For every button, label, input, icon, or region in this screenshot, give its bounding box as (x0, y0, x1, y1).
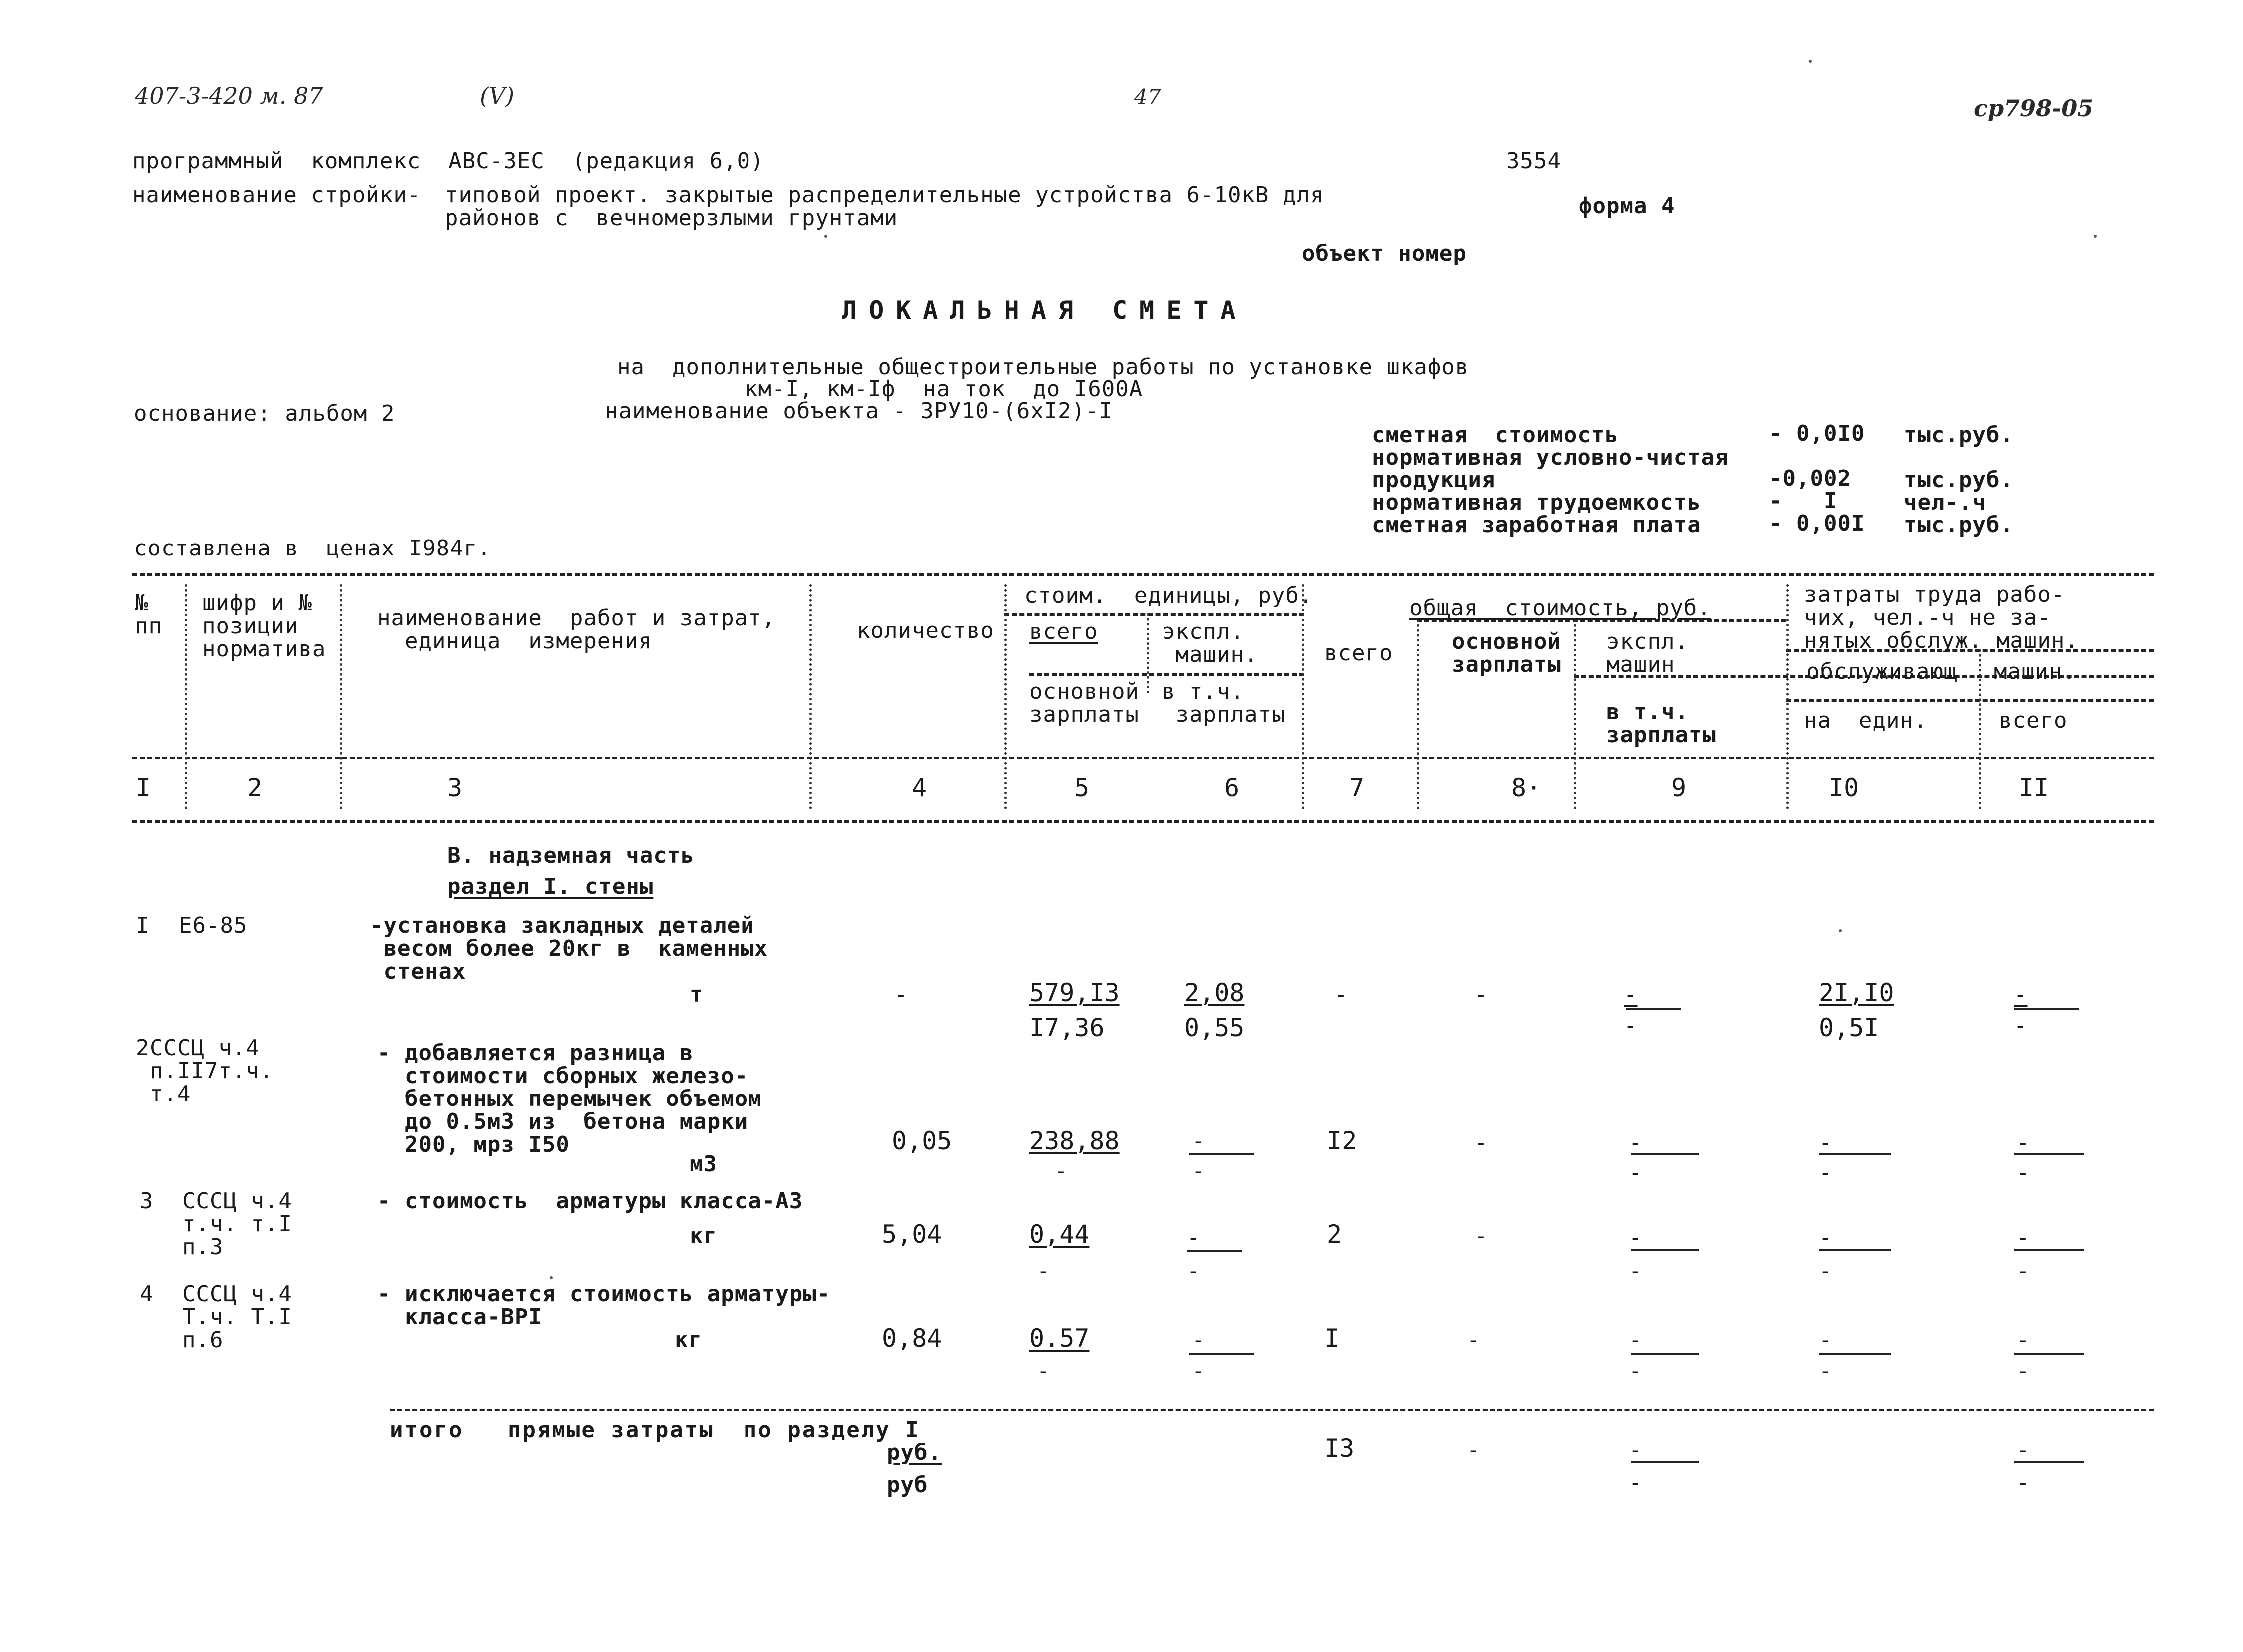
row-description: -установка закладных деталей весом более 20кг в каменных стенах (370, 913, 768, 984)
col-sep (1147, 613, 1149, 693)
underline (1626, 1008, 1681, 1010)
column-number: 6 (1224, 773, 1240, 802)
summary-unit: тыс.руб. (1904, 512, 2014, 538)
part-heading: В. надземная часть (447, 843, 695, 868)
row-unit-cost-salary: - (1054, 1158, 1068, 1184)
row-number: 2 (136, 1035, 150, 1061)
summary-unit: тыс.руб. (1904, 422, 2014, 448)
underline (1819, 1249, 1891, 1251)
row-labor-unit: 2I,I0 (1819, 978, 1894, 1007)
row-number: 3 (140, 1188, 154, 1214)
object-number: объект номер (1302, 241, 1467, 266)
summary-label: продукция (1372, 467, 1495, 493)
construction-line-2: районов с вечномерзлыми грунтами (445, 205, 898, 231)
summary-label: нормативная трудоемкость (1372, 490, 1701, 515)
column-number: 2 (247, 773, 263, 802)
software-line: программный комплекс АВС-ЗЕС (редакция 6,0) (132, 148, 764, 174)
summary-value: - 0,00I (1769, 511, 1865, 536)
row-total: I2 (1327, 1126, 1357, 1155)
row-expl-salary: - (1624, 1013, 1638, 1038)
row-description: - исключается стоимость арматуры- класса-ВРI (377, 1281, 831, 1330)
form-number: форма 4 (1579, 193, 1675, 219)
row-code: СССЦ ч.4 п.II7т.ч. т.4 (150, 1035, 274, 1106)
row-quantity: 5,04 (882, 1220, 942, 1249)
row-quantity: 0,05 (892, 1126, 952, 1155)
col-sep (185, 584, 187, 809)
underline (1819, 1153, 1891, 1155)
summary-unit: чел-.ч (1904, 490, 1986, 515)
column-number: I0 (1829, 773, 1859, 802)
col-sep (1302, 584, 1304, 809)
total-unit: руб. (887, 1440, 942, 1465)
prices-line: составлена в ценах I984г. (134, 536, 491, 561)
row-labor-total-2: - (2014, 1013, 2028, 1038)
underline (2014, 1153, 2084, 1155)
stamp-code: ср798-05 (1974, 95, 2094, 122)
col-sep (809, 584, 812, 809)
underline (1189, 1153, 1254, 1155)
object-name: наименование объекта - ЗРУ10-(6хI2)-I (605, 398, 1113, 424)
underline (1187, 1250, 1242, 1252)
underline (1631, 1461, 1699, 1463)
row-unit-cost-salary: - (1037, 1358, 1051, 1384)
underline (1819, 1353, 1891, 1355)
summary-unit: тыс.руб. (1904, 467, 2014, 493)
rule (1786, 699, 2154, 702)
row-labor-unit-2: - (1819, 1258, 1833, 1284)
row-labor-unit-2: 0,5I (1819, 1013, 1879, 1042)
page-title: ЛОКАЛЬНАЯ СМЕТА (842, 296, 1248, 325)
row-expl-salary: - (1629, 1160, 1643, 1185)
summary-label: сметная заработная плата (1372, 512, 1701, 538)
summary-value: - 0,0I0 (1769, 421, 1865, 446)
summary-value: - I (1769, 488, 1838, 514)
total-expl: - (1629, 1437, 1643, 1463)
col-sep (1417, 619, 1419, 809)
total-label: итого прямые затраты по разделу I (390, 1417, 920, 1443)
row-labor-total: - (2016, 1225, 2030, 1250)
row-salary-total: - (1474, 1130, 1488, 1155)
handwritten-code: 407-3-420 м. 87 (135, 82, 323, 109)
underline (2014, 1461, 2084, 1463)
row-labor-unit-2: - (1819, 1358, 1833, 1384)
header-col-1: № пп (135, 590, 162, 639)
handwritten-mark: (V) (480, 82, 515, 109)
row-number: 4 (140, 1281, 154, 1307)
scan-speck (824, 235, 827, 238)
col-sep (1979, 649, 1981, 809)
scan-speck (1809, 60, 1812, 63)
row-expl-machines: - (1629, 1130, 1643, 1155)
column-number: 8· (1511, 773, 1542, 802)
row-labor-total: - (2016, 1327, 2030, 1353)
row-unit-cost-salary: I7,36 (1029, 1013, 1105, 1042)
row-unit-cost-total: 0,44 (1029, 1220, 1090, 1249)
row-code: Е6-85 (179, 913, 248, 938)
total-expl-salary: - (1629, 1470, 1643, 1495)
total-salary: - (1467, 1437, 1481, 1463)
header-col-10: на един. (1804, 708, 1928, 733)
row-labor-total-2: - (2016, 1160, 2030, 1185)
row-unit: кг (675, 1327, 702, 1353)
row-machines: 2,08 (1184, 978, 1245, 1007)
column-number: 7 (1349, 773, 1365, 802)
header-col-7: всего (1324, 640, 1393, 666)
row-machines-salary: - (1192, 1158, 1206, 1184)
column-number: 4 (912, 773, 927, 802)
header-col-9b: в т.ч. зарплаты (1606, 699, 1716, 748)
header-labor-a: обслуживающ (1806, 659, 1958, 684)
row-number: I (136, 913, 150, 938)
row-quantity: 0,84 (882, 1324, 942, 1353)
scan-speck (550, 1276, 553, 1279)
underline (1631, 1249, 1699, 1251)
column-number: 9 (1671, 773, 1687, 802)
row-machines: - (1187, 1225, 1201, 1250)
total-rule (390, 1409, 2154, 1411)
column-number: I (136, 773, 151, 802)
row-unit-cost-total: 579,I3 (1029, 978, 1120, 1007)
row-expl-machines: - (1629, 1327, 1643, 1353)
header-col-4: количество (857, 618, 994, 643)
header-labor: затраты труда рабо- чих, чел.-ч не за- нятых обслуж. машин. (1804, 582, 2079, 653)
row-salary-total: - (1474, 1223, 1488, 1249)
row-unit: кг (690, 1223, 717, 1249)
page-number: 47 (1134, 85, 1161, 109)
underline (2014, 1249, 2084, 1251)
column-number: II (2019, 773, 2049, 802)
header-col-6b: в т.ч. зарплаты (1162, 679, 1286, 727)
row-expl-salary: - (1629, 1258, 1643, 1284)
underline (2014, 1008, 2079, 1010)
row-labor-total-2: - (2016, 1258, 2030, 1284)
column-numbers-rule (132, 820, 2154, 823)
summary-value: -0,002 (1769, 466, 1851, 491)
row-machines: - (1192, 1327, 1206, 1353)
construction-line-1: типовой проект. закрытые распределительные устройства 6-10кВ для (445, 182, 1324, 208)
row-code: СССЦ ч.4 Т.ч. Т.I п.6 (182, 1281, 292, 1353)
total-value: I3 (1324, 1434, 1355, 1463)
row-code: СССЦ ч.4 т.ч. т.I п.3 (182, 1188, 292, 1260)
total-labor: - (2016, 1437, 2030, 1463)
subtitle-line-2: км-I, км-Iф на ток до I600А (745, 376, 1143, 402)
row-description: - добавляется разница в стоимости сборных железо- бетонных перемычек объемом до 0.5м3 из бетона марки 200, мрз I50 (377, 1040, 762, 1157)
underline (1189, 1353, 1254, 1355)
col-sep (1574, 619, 1576, 809)
row-labor-unit: - (1819, 1225, 1833, 1250)
row-labor-total: - (2016, 1130, 2030, 1155)
row-unit-cost-total: 238,88 (1029, 1126, 1120, 1155)
rule (1004, 613, 1304, 616)
rule (1029, 673, 1304, 676)
column-number: 5 (1074, 773, 1090, 802)
column-number: 3 (447, 773, 463, 802)
total-labor-2: - (2016, 1470, 2030, 1495)
header-col-8: основной зарплаты (1452, 629, 1561, 677)
row-total: I (1324, 1324, 1340, 1353)
header-col-6a: экспл. машин. (1162, 619, 1258, 667)
underline (1631, 1153, 1699, 1155)
row-machines-salary: 0,55 (1184, 1013, 1245, 1042)
row-quantity: - (894, 982, 908, 1007)
row-labor-total: - (2014, 982, 2028, 1007)
total-unit: руб (887, 1472, 928, 1498)
summary-label: нормативная условно-чистая (1372, 445, 1729, 470)
section-heading: раздел I. стены (447, 874, 654, 899)
row-machines: - (1192, 1128, 1206, 1154)
summary-label: сметная стоимость (1372, 422, 1619, 448)
header-col-11: всего (1999, 708, 2068, 733)
row-labor-total-2: - (2016, 1358, 2030, 1384)
row-labor-unit-2: - (1819, 1160, 1833, 1185)
row-unit-cost-total: 0.57 (1029, 1324, 1090, 1353)
row-expl-machines: - (1624, 982, 1638, 1007)
row-machines-salary: - (1192, 1358, 1206, 1384)
row-description: - стоимость арматуры класса-А3 (377, 1188, 803, 1214)
row-expl-machines: - (1629, 1225, 1643, 1250)
construction-label: наименование стройки- (132, 182, 421, 208)
row-labor-unit: - (1819, 1327, 1833, 1353)
row-total: - (1334, 982, 1348, 1007)
underline (1631, 1353, 1699, 1355)
header-unit-cost: стоим. единицы, руб. (1024, 583, 1313, 608)
row-salary-total: - (1474, 982, 1488, 1007)
header-labor-b: машин. (1994, 659, 2076, 684)
scan-speck (1839, 929, 1842, 932)
header-col-9a: экспл. машин (1606, 629, 1689, 677)
document-number: 3554 (1506, 148, 1561, 174)
row-salary-total: - (1467, 1327, 1481, 1353)
row-expl-salary: - (1629, 1358, 1643, 1384)
row-total: 2 (1327, 1220, 1342, 1249)
row-machines-salary: - (1187, 1258, 1201, 1284)
basis-line: основание: альбом 2 (134, 401, 395, 426)
header-bottom-rule (132, 757, 2154, 759)
scan-speck (2094, 235, 2097, 238)
header-total-cost: общая стоимость, руб. (1409, 595, 1711, 621)
header-col-3: наименование работ и затрат, единица измерения (377, 605, 776, 654)
header-col-5b: основной зарплаты (1029, 679, 1139, 727)
col-sep (340, 584, 342, 809)
col-sep (1004, 584, 1007, 809)
table-top-rule (132, 573, 2154, 576)
header-col-2: шифр и № позиции норматива (202, 590, 326, 662)
row-labor-unit: - (1819, 1130, 1833, 1155)
row-unit: т (690, 982, 704, 1007)
subtitle-line-1: на дополнительные общестроительные работы по установке шкафов (617, 354, 1469, 380)
col-sep (1786, 584, 1789, 809)
header-col-5a: всего (1029, 619, 1098, 644)
underline (2014, 1353, 2084, 1355)
row-unit: м3 (690, 1151, 717, 1177)
row-unit-cost-salary: - (1037, 1258, 1051, 1284)
